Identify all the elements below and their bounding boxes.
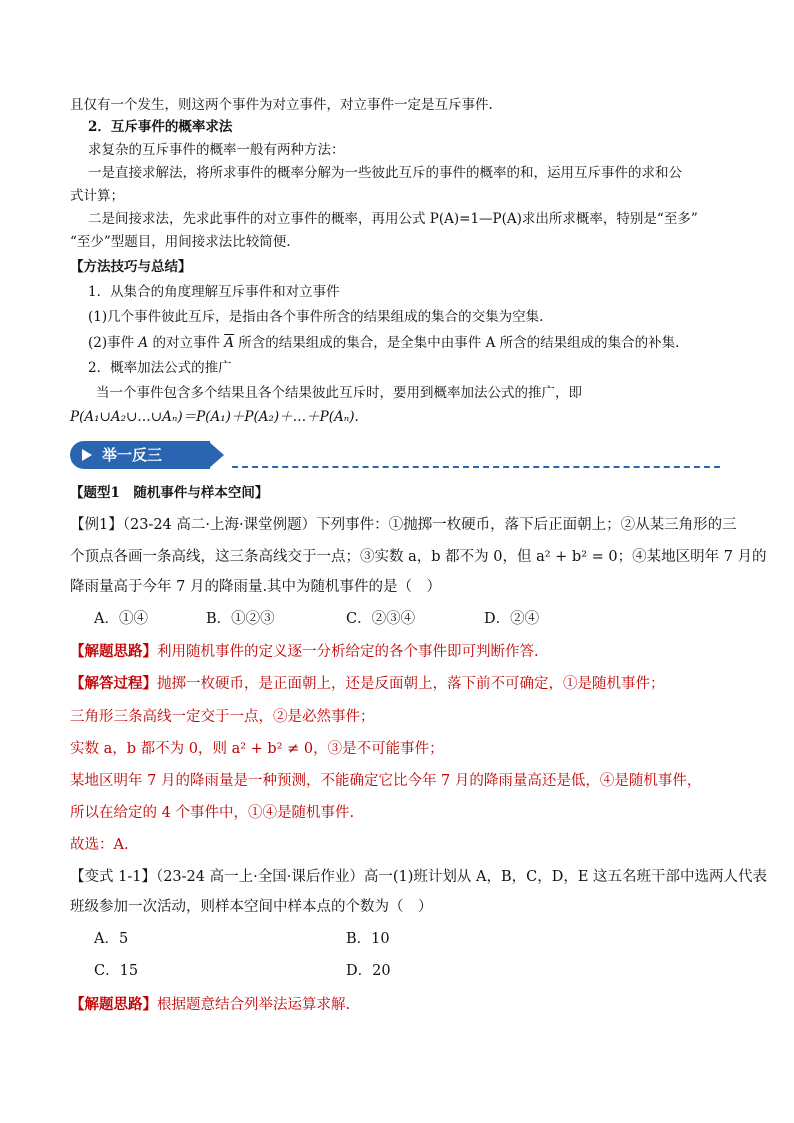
item1b-middle: 的对立事件 <box>148 335 225 351</box>
example1-option-a: A．①④ <box>94 611 148 627</box>
process-tag: 【解答过程】 <box>70 675 157 692</box>
banner-label: 举一反三 <box>102 446 163 464</box>
variant1-option-d: D．20 <box>346 963 391 979</box>
example1-option-b: B．①②③ <box>206 611 275 627</box>
intro-line-6: “至少”型题目，用间接求法比较简便. <box>70 234 291 250</box>
addition-formula: P(A₁∪A₂∪…∪Aₙ)＝P(A₁)＋P(A₂)＋…＋P(Aₙ). <box>70 409 359 425</box>
variant1-option-b: B．10 <box>346 931 390 947</box>
process-line-4: 某地区明年 7 月的降雨量是一种预测，不能确定它比今年 7 月的降雨量高还是低，④是随机事件， <box>70 773 702 789</box>
variant-thinking-text: 根据题意结合列举法运算求解. <box>157 997 351 1013</box>
method-item-2a: 当一个事件包含多个结果且各个结果彼此互斥时，要用到概率加法公式的推广，即 <box>96 385 582 401</box>
process-line-1: 抛掷一枚硬币，是正面朝上，还是反面朝上，落下前不可确定，①是随机事件； <box>157 676 665 692</box>
item1b-prefix: (2)事件 <box>88 335 139 351</box>
example1-answer: 故选：A. <box>70 837 129 853</box>
process-line-2: 三角形三条高线一定交于一点，②是必然事件； <box>70 709 375 725</box>
intro-line-3: 一是直接求解法，将所求事件的概率分解为一些彼此互斥的事件的概率的和，运用互斥事件的求和公 <box>88 165 682 181</box>
method-title: 【方法技巧与总结】 <box>70 259 192 275</box>
variant-thinking-tag: 【解题思路】 <box>70 996 157 1013</box>
item1b-suffix: 所含的结果组成的集合，是全集中由事件 A 所含的结果组成的集合的补集. <box>234 335 680 351</box>
example1-option-c: C．②③④ <box>346 611 416 627</box>
type1-title: 【题型1 随机事件与样本空间】 <box>70 485 269 501</box>
thinking-text: 利用随机事件的定义逐一分析给定的各个事件即可判断作答. <box>157 644 539 660</box>
section-banner <box>70 441 226 469</box>
variant1-line-1: 【变式 1-1】（23-24 高一上·全国·课后作业）高一(1)班计划从 A，B，C，D，E 这五名班干部中选两人代表 <box>70 869 768 885</box>
variant1-thinking <box>70 994 350 1016</box>
variant1-option-a: A．5 <box>94 931 129 947</box>
process-line-5: 所以在给定的 4 个事件中，①④是随机事件. <box>70 805 355 821</box>
thinking-tag: 【解题思路】 <box>70 643 157 660</box>
banner-tip <box>208 441 224 469</box>
example1-line-2: 个顶点各画一条高线，这三条高线交于一点；③实数 a，b 都不为 0，但 a² + b² = 0；④某地区明年 7 月的 <box>70 549 767 565</box>
method-item-1: 1．从集合的角度理解互斥事件和对立事件 <box>88 284 340 300</box>
event-a-complement-symbol: $\overline{A}$ <box>224 335 235 351</box>
section-divider <box>232 466 720 468</box>
section-heading-2: 2．互斥事件的概率求法 <box>88 119 233 135</box>
example1-option-d: D．②④ <box>484 611 540 627</box>
example1-thinking <box>70 641 539 663</box>
example1-process <box>70 673 665 695</box>
example1-line-3: 降雨量高于今年 7 月的降雨量.其中为随机事件的是（ ） <box>70 579 442 595</box>
intro-line-4: 式计算； <box>70 188 124 204</box>
variant1-line-2: 班级参加一次活动，则样本空间中样本点的个数为（ ） <box>70 899 433 915</box>
process-line-3: 实数 a，b 都不为 0，则 a² + b² ≠ 0，③是不可能事件； <box>70 741 444 757</box>
intro-line-2: 求复杂的互斥事件的概率一般有两种方法： <box>88 142 345 158</box>
method-item-1a: (1)几个事件彼此互斥，是指由各个事件所含的结果组成的集合的交集为空集. <box>88 309 544 325</box>
intro-line-5: 二是间接求法，先求此事件的对立事件的概率，再用公式 P(A)=1—P(A)求出所求概率，特别是“至多” <box>88 211 698 227</box>
method-item-2: 2．概率加法公式的推广 <box>88 360 232 376</box>
example1-line-1: 【例1】（23-24 高二·上海·课堂例题）下列事件：①抛掷一枚硬币，落下后正面朝上；②从某三角形的三 <box>70 517 737 533</box>
intro-line-1: 且仅有一个发生，则这两个事件为对立事件，对立事件一定是互斥事件. <box>70 97 493 113</box>
variant1-option-c: C．15 <box>94 963 139 979</box>
event-a-symbol: A <box>138 335 149 351</box>
play-arrow-icon <box>82 449 92 461</box>
method-item-1b <box>88 333 679 353</box>
